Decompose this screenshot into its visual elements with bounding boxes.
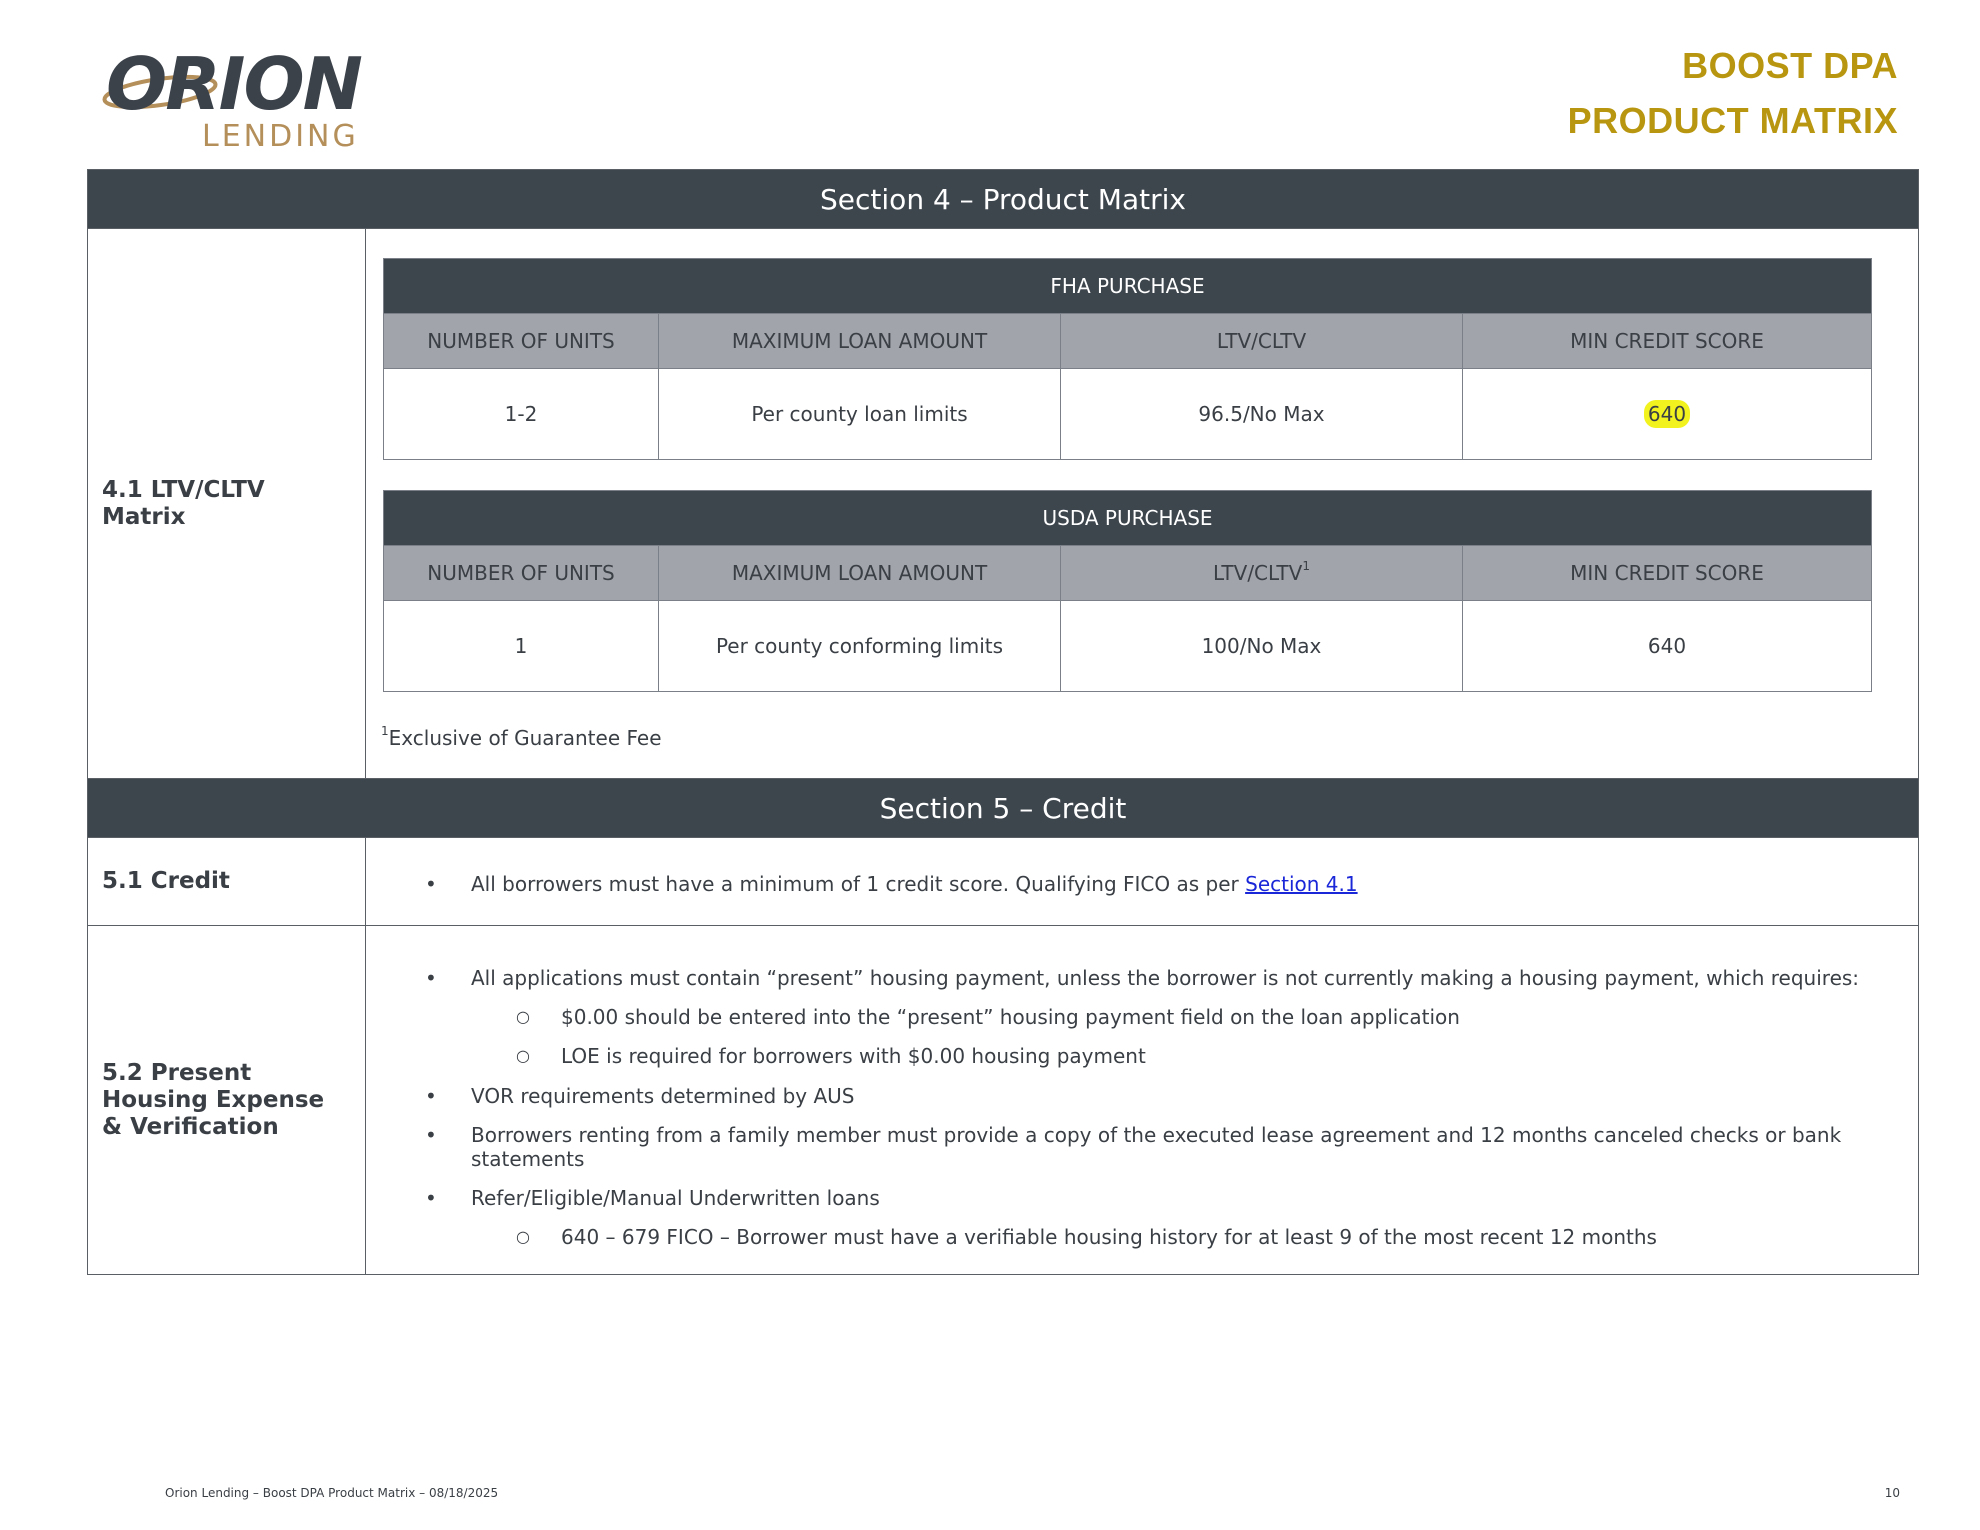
logo-wordmark: ORION: [106, 42, 361, 126]
row-label-5-1: 5.1 Credit: [88, 838, 366, 925]
fha-cell-units: 1-2: [384, 369, 659, 460]
section-5-header: Section 5 – Credit: [88, 779, 1918, 838]
usda-cell-units: 1: [384, 601, 659, 692]
footnote-marker: 1: [1302, 559, 1310, 573]
page-number: 10: [1884, 1486, 1900, 1500]
usda-header-credit: MIN CREDIT SCORE: [1463, 546, 1872, 601]
footer-document-info: Orion Lending – Boost DPA Product Matrix – 08/18/2025: [165, 1486, 499, 1500]
credit-bullets: [366, 872, 1918, 896]
usda-header-units: NUMBER OF UNITS: [384, 546, 659, 601]
guarantee-fee-footnote: $^1$Exclusive of Guarantee Fee: [381, 724, 662, 750]
fha-cell-credit: [1463, 369, 1872, 460]
list-item: • Borrowers renting from a family member must provide a copy of the executed lease agreement and 12 months canceled checks or bank statements: [425, 1123, 1842, 1171]
row-label-5-2: 5.2 Present Housing Expense & Verification: [88, 926, 366, 1274]
fha-header-credit: MIN CREDIT SCORE: [1463, 314, 1872, 369]
usda-header-max-loan: MAXIMUM LOAN AMOUNT: [659, 546, 1061, 601]
matrix-frame: [87, 169, 1919, 1275]
fha-cell-ltv: 96.5/No Max: [1061, 369, 1463, 460]
ltv-cltv-matrix-row: [88, 229, 1918, 779]
usda-table-title: USDA PURCHASE: [384, 491, 1872, 546]
housing-expense-row: [88, 926, 1918, 1275]
document-title-line1: BOOST DPA: [1682, 45, 1898, 86]
section-4-header: Section 4 – Product Matrix: [88, 170, 1918, 229]
fha-header-max-loan: MAXIMUM LOAN AMOUNT: [659, 314, 1061, 369]
fha-purchase-table: [383, 258, 1872, 460]
row-label-4-1: 4.1 LTV/CLTV Matrix: [88, 229, 366, 778]
ltv-cltv-matrix-body: [366, 229, 1918, 778]
credit-row: [88, 838, 1918, 926]
list-item: • All applications must contain “present” housing payment, unless the borrower is not currently making a housing payment, which requires:: [425, 966, 1860, 990]
fha-table-title: FHA PURCHASE: [384, 259, 1872, 314]
logo-subtitle: LENDING: [202, 119, 359, 154]
credit-body: [366, 838, 1918, 925]
fha-header-ltv: LTV/CLTV: [1061, 314, 1463, 369]
list-subitem: ○ LOE is required for borrowers with $0.00 housing payment: [516, 1044, 1146, 1068]
housing-bullets: [366, 966, 1918, 1249]
section-4-1-link[interactable]: Section 4.1: [1245, 872, 1358, 896]
highlighted-credit-score: 640: [1644, 400, 1690, 428]
housing-expense-body: [366, 926, 1918, 1274]
fha-header-units: NUMBER OF UNITS: [384, 314, 659, 369]
list-item: • All borrowers must have a minimum of 1 credit score. Qualifying FICO as per Section 4.1: [425, 872, 1358, 896]
list-subitem: ○ $0.00 should be entered into the “present” housing payment field on the loan application: [516, 1005, 1460, 1029]
orion-lending-logo: [100, 42, 380, 158]
usda-cell-max-loan: Per county conforming limits: [659, 601, 1061, 692]
list-item: • VOR requirements determined by AUS: [425, 1084, 855, 1108]
usda-cell-credit: 640: [1463, 601, 1872, 692]
usda-purchase-table: [383, 490, 1872, 692]
document-title-line2: PRODUCT MATRIX: [1567, 100, 1898, 141]
usda-header-ltv: LTV/CLTV$^1$: [1061, 546, 1463, 601]
list-item: • Refer/Eligible/Manual Underwritten loans: [425, 1186, 880, 1210]
fha-cell-max-loan: Per county loan limits: [659, 369, 1061, 460]
list-subitem: ○ 640 – 679 FICO – Borrower must have a verifiable housing history for at least 9 of the most recent 12 months: [516, 1225, 1657, 1249]
document-title: [1568, 38, 1898, 148]
usda-cell-ltv: 100/No Max: [1061, 601, 1463, 692]
